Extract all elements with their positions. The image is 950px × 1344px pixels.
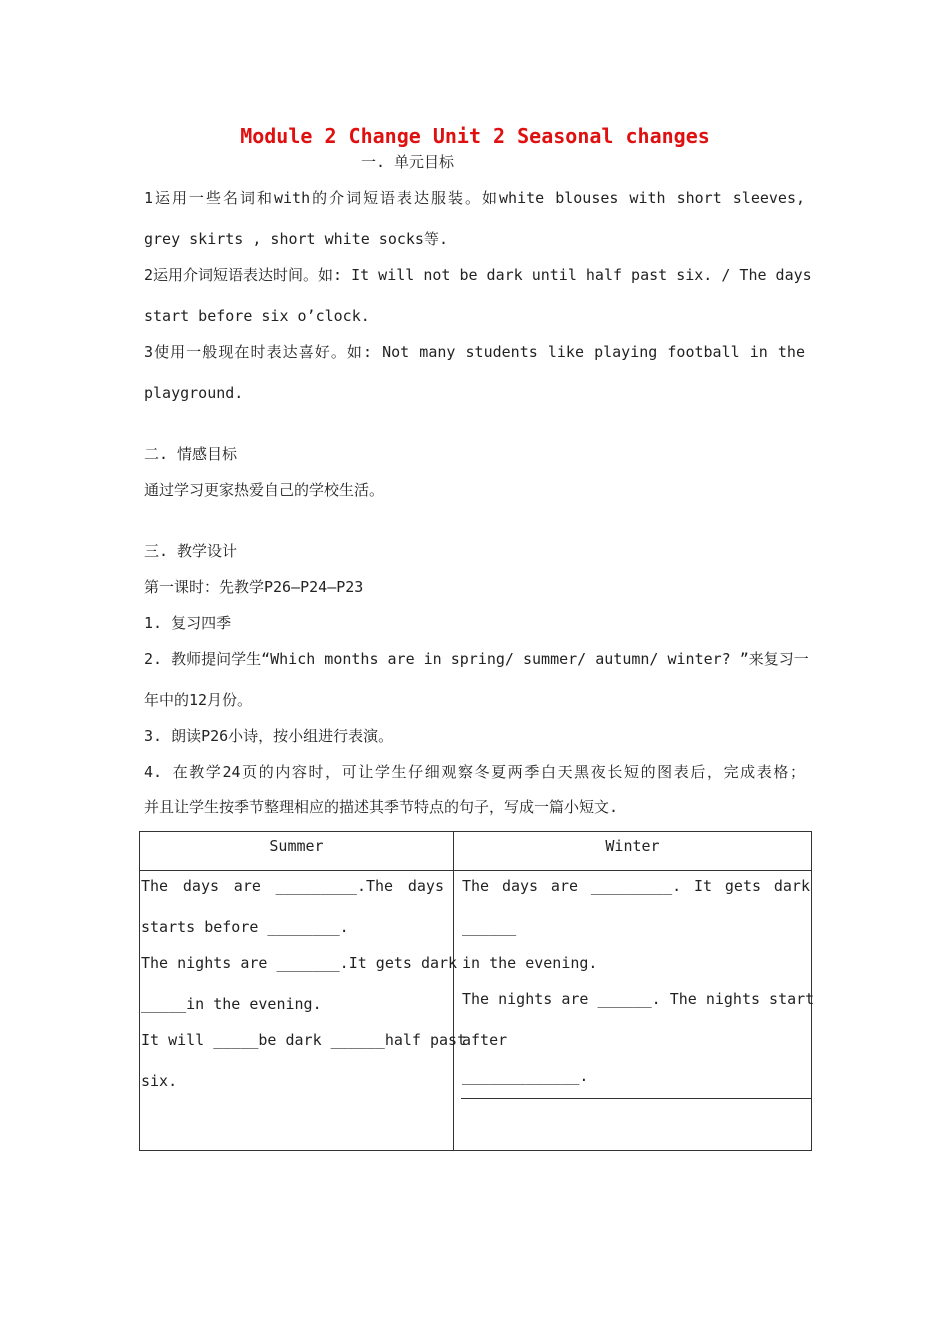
section2-text: 通过学习更家热爱自己的学校生活。	[144, 481, 385, 499]
lesson-heading: 第一课时：先教学P26—P24—P23	[144, 578, 364, 596]
objective-1-line1: 1运用一些名词和with的介词短语表达服装。如white blouses with short sleeves,	[144, 189, 805, 207]
section2-heading: 二. 情感目标	[144, 445, 238, 463]
winter-line-1: The days are _________. It gets dark	[462, 877, 810, 895]
step-2-line2: 年中的12月份。	[144, 691, 253, 709]
winter-line-4: The nights are ______. The nights start	[462, 990, 815, 1008]
summer-line-3: The nights are _______.It gets dark	[141, 954, 458, 972]
summer-line-5: It will _____be dark ______half past	[141, 1031, 467, 1049]
step-4-line1: 4. 在教学24页的内容时，可让学生仔细观察冬夏两季白天黑夜长短的图表后，完成表格；	[144, 763, 805, 781]
summer-line-2: starts before ________.	[141, 918, 349, 936]
step-4-line2: 并且让学生按季节整理相应的描述其季节特点的句子，写成一篇小短文.	[144, 798, 619, 816]
objective-2-line2: start before six o’clock.	[144, 307, 370, 325]
summer-header: Summer	[140, 832, 454, 871]
step-3: 3. 朗读P26小诗，按小组进行表演。	[144, 727, 394, 745]
winter-line-3: in the evening.	[462, 954, 598, 972]
step-2-line1: 2. 教师提问学生“Which months are in spring/ summer/ autumn/ winter? ”来复习一	[144, 650, 809, 668]
section1-heading: 一. 单元目标	[361, 153, 455, 171]
objective-1-line2: grey skirts , short white socks等.	[144, 230, 448, 248]
summer-line-4: _____in the evening.	[141, 995, 322, 1013]
winter-header: Winter	[454, 832, 812, 871]
document-title: Module 2 Change Unit 2 Seasonal changes	[240, 124, 710, 148]
summer-line-1: The days are _________.The days	[141, 877, 444, 895]
summer-cell	[140, 871, 467, 1151]
section3-heading: 三. 教学设计	[144, 542, 238, 560]
step-1: 1. 复习四季	[144, 614, 232, 632]
objective-3-line1: 3使用一般现在时表达喜好。如: Not many students like playing football in the	[144, 343, 805, 361]
season-table	[139, 831, 815, 1151]
winter-line-2: ______	[462, 918, 517, 936]
winter-cell	[454, 871, 815, 1151]
summer-line-6: six.	[141, 1072, 178, 1090]
objective-3-line2: playground.	[144, 384, 244, 402]
winter-rule	[461, 1098, 811, 1099]
objective-2-line1: 2运用介词短语表达时间。如: It will not be dark until half past six. / The days	[144, 266, 812, 284]
winter-line-5: after	[462, 1031, 508, 1049]
winter-line-6: _____________.	[462, 1067, 589, 1085]
